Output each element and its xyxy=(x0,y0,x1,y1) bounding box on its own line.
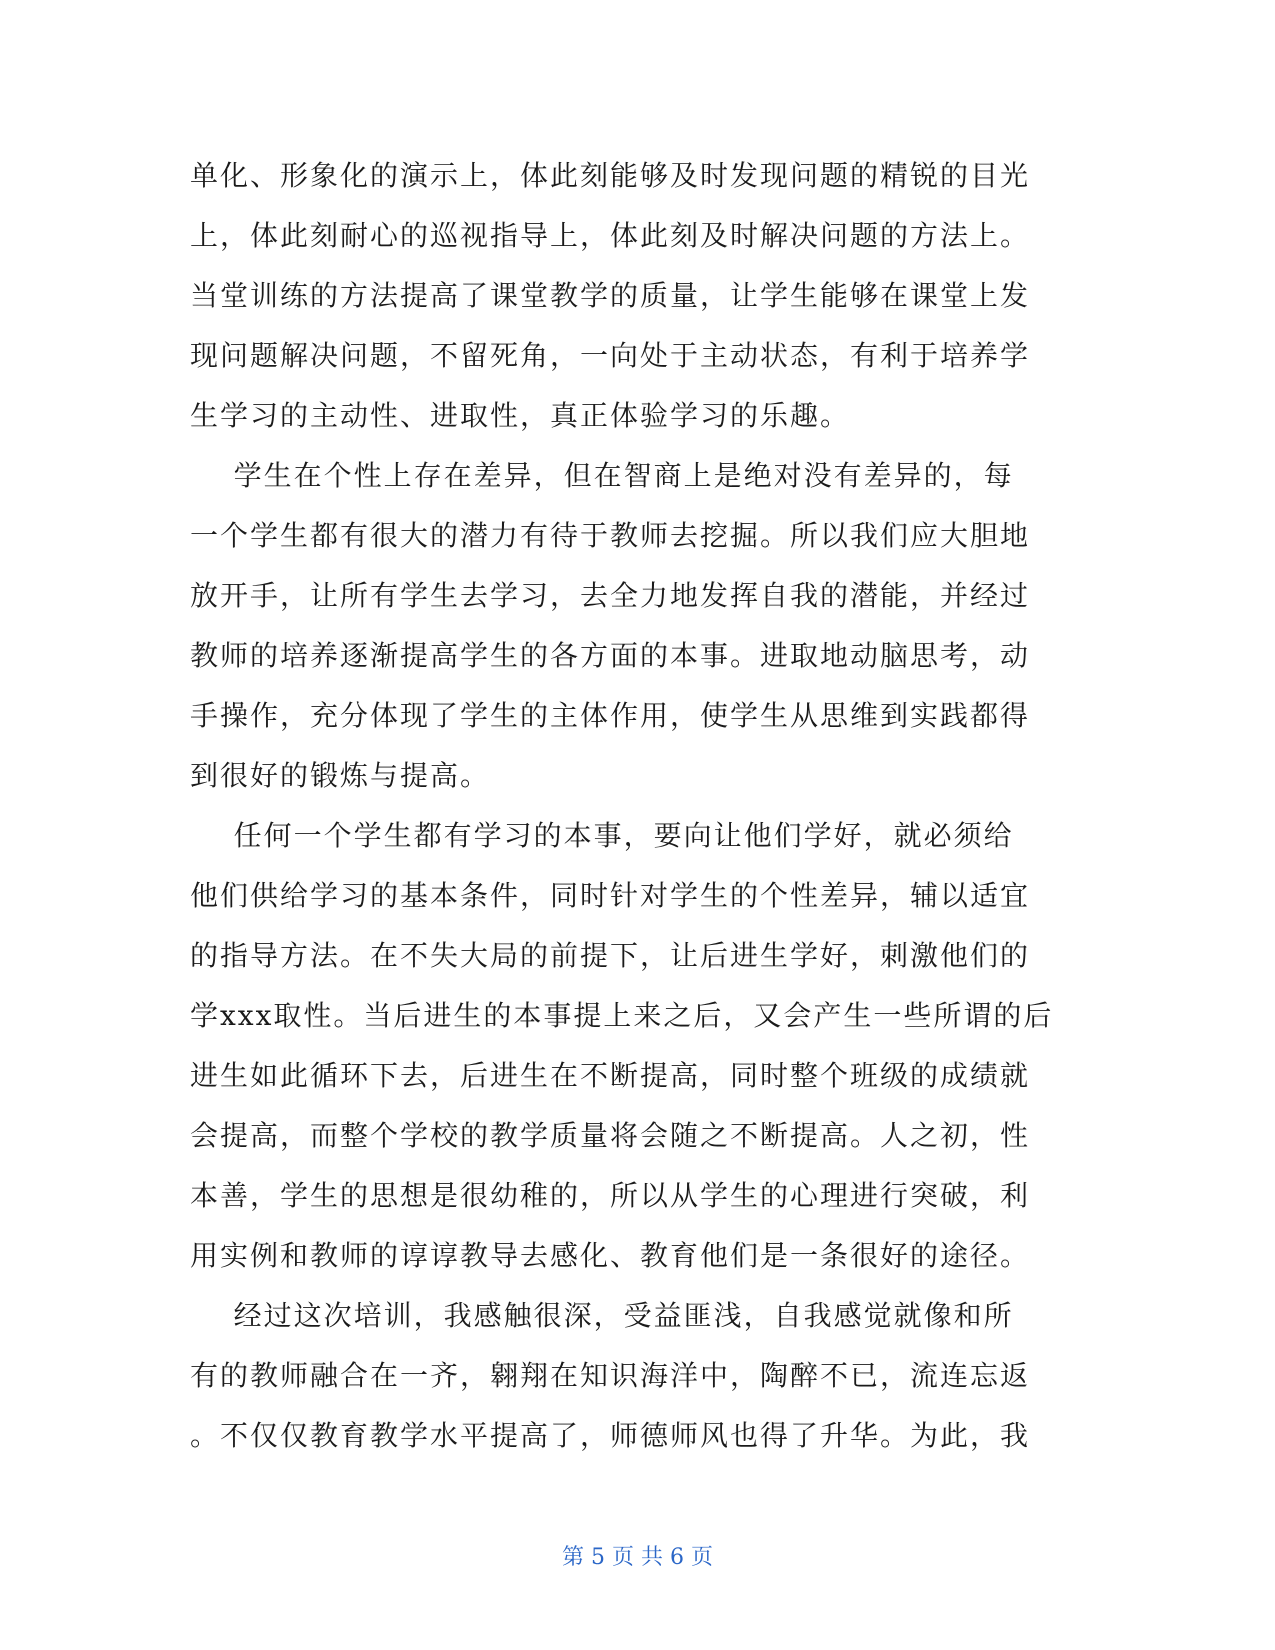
text-line: 手操作，充分体现了学生的主体作用，使学生从思维到实践都得 xyxy=(190,699,1031,732)
text-line: 会提高，而整个学校的教学质量将会随之不断提高。人之初，性 xyxy=(190,1119,1031,1152)
text-line: 学生在个性上存在差异，但在智商上是绝对没有差异的，每 xyxy=(190,459,1014,492)
text-line: 现问题解决问题，不留死角，一向处于主动状态，有利于培养学 xyxy=(190,339,1031,372)
text-line: 任何一个学生都有学习的本事，要向让他们学好，就必须给 xyxy=(190,819,1014,852)
text-line: 放开手，让所有学生去学习，去全力地发挥自我的潜能，并经过 xyxy=(190,579,1031,612)
text-line: 一个学生都有很大的潜力有待于教师去挖掘。所以我们应大胆地 xyxy=(190,519,1031,552)
text-line: 的指导方法。在不失大局的前提下，让后进生学好，刺激他们的 xyxy=(190,939,1031,972)
text-line: 教师的培养逐渐提高学生的各方面的本事。进取地动脑思考，动 xyxy=(190,639,1031,672)
text-line: 有的教师融合在一齐，翱翔在知识海洋中，陶醉不已，流连忘返 xyxy=(190,1359,1031,1392)
text-line: 单化、形象化的演示上，体此刻能够及时发现问题的精锐的目光 xyxy=(190,159,1031,192)
body-text xyxy=(190,146,1078,1466)
text-line: 生学习的主动性、进取性，真正体验学习的乐趣。 xyxy=(190,399,851,432)
page-number-footer: 第 5 页 共 6 页 xyxy=(562,1545,713,1570)
text-line: 本善，学生的思想是很幼稚的，所以从学生的心理进行突破，利 xyxy=(190,1179,1031,1212)
text-line: 进生如此循环下去，后进生在不断提高，同时整个班级的成绩就 xyxy=(190,1059,1031,1092)
text-line: 用实例和教师的谆谆教导去感化、教育他们是一条很好的途径。 xyxy=(190,1239,1031,1272)
text-line: 他们供给学习的基本条件，同时针对学生的个性差异，辅以适宜 xyxy=(190,879,1031,912)
text-line: 学xxx取性。当后进生的本事提上来之后，又会产生一些所谓的后 xyxy=(190,999,1054,1032)
text-line: 当堂训练的方法提高了课堂教学的质量，让学生能够在课堂上发 xyxy=(190,279,1031,312)
text-line: 。不仅仅教育教学水平提高了，师德师风也得了升华。为此，我 xyxy=(190,1419,1031,1452)
text-line: 经过这次培训，我感触很深，受益匪浅，自我感觉就像和所 xyxy=(190,1299,1014,1332)
text-line: 上，体此刻耐心的巡视指导上，体此刻及时解决问题的方法上。 xyxy=(190,219,1031,252)
text-line: 到很好的锻炼与提高。 xyxy=(190,759,491,792)
